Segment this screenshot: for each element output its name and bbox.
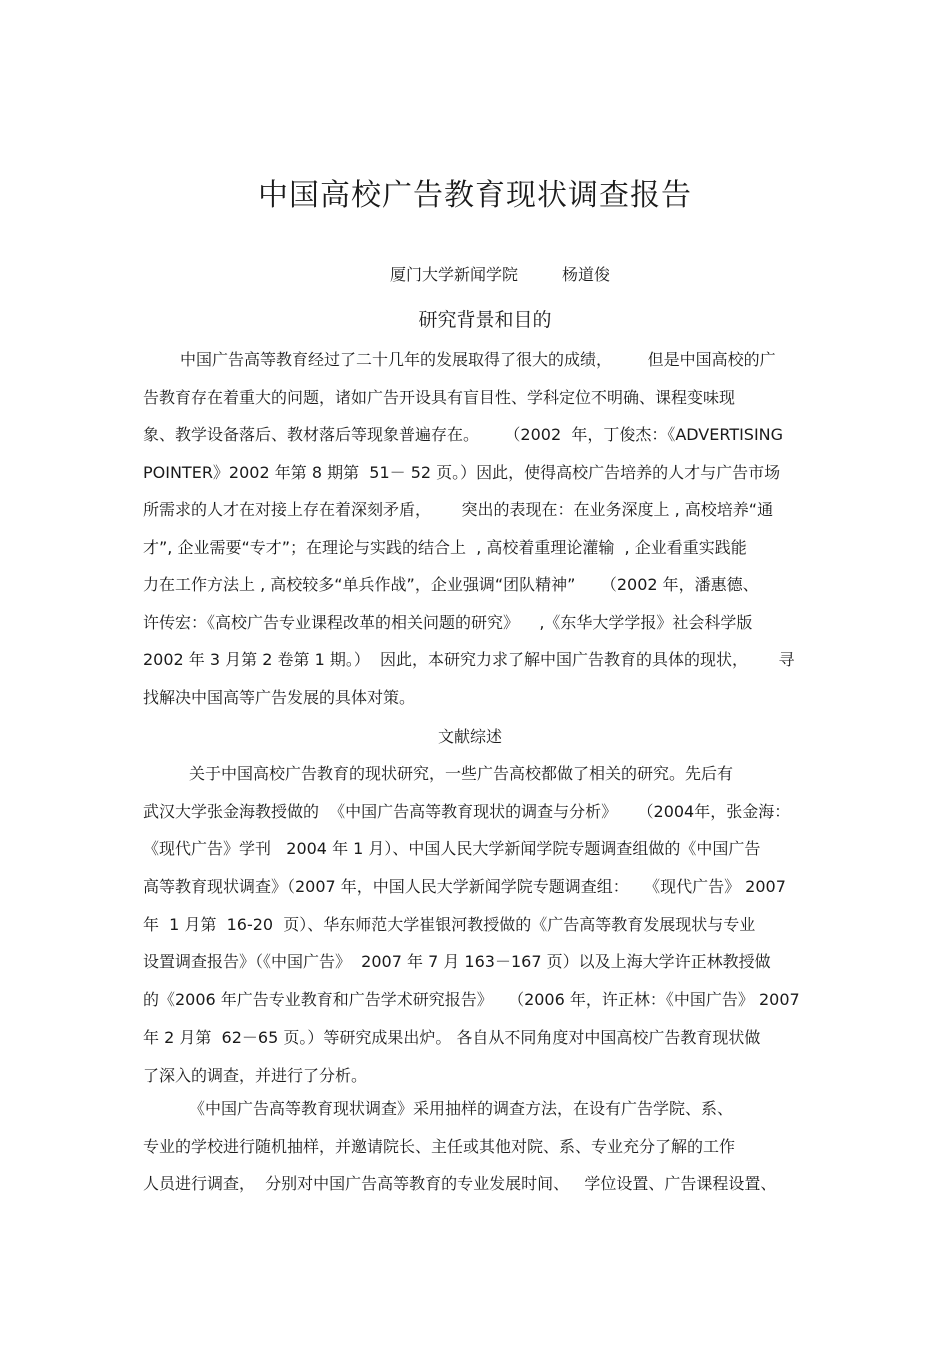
subsection-heading: 文献综述: [437, 727, 502, 746]
text-line: 年 2 月第 62－65 页。）等研究成果出炉。 各自从不同角度对中国高校广告教育现状做: [143, 1027, 761, 1047]
paragraph-background: [143, 341, 873, 716]
text-line: 设置调查报告》（《中国广告》 2007 年 7 月 163－167 页）以及上海大学许正林教授做: [143, 952, 771, 972]
text-line: 力在工作方法上 , 高校较多“单兵作战”，企业强调“团队精神” （2002 年，潘惠德、: [143, 575, 759, 594]
byline: [0, 262, 950, 285]
text-line: 告教育存在着重大的问题，诸如广告开设具有盲目性、学科定位不明确、课程变味现: [143, 387, 736, 407]
text-line: 中国广告高等教育经过了二十几年的发展取得了很大的成绩， 但是中国高校的广: [180, 350, 776, 369]
text-line: 《中国广告高等教育现状调查》采用抽样的调查方法，在设有广告学院、系、: [189, 1099, 734, 1118]
text-line: POINTER》2002 年第 8 期第 51－ 52 页。）因此，使得高校广告培养的人才与广告市场: [143, 462, 781, 482]
author-affiliation: 厦门大学新闻学院: [389, 265, 518, 284]
text-line: 许传宏：《高校广告专业课程改革的相关问题的研究》 ,《东华大学学报》社会科学版: [143, 612, 753, 632]
text-line: 关于中国高校广告教育的现状研究，一些广告高校都做了相关的研究。先后有: [189, 764, 734, 783]
paragraph-methodology: [143, 1090, 873, 1203]
paragraph-literature: [143, 755, 873, 1095]
document-title: 中国高校广告教育现状调查报告: [258, 178, 692, 213]
text-line: 武汉大学张金海教授做的 《中国广告高等教育现状的调查与分析》 （2004年，张金海：: [143, 801, 791, 821]
text-line: 高等教育现状调查》（2007 年，中国人民大学新闻学院专题调查组： 《现代广告》 2007: [143, 877, 786, 897]
text-line: 象、教学设备落后、教材落后等现象普遍存在。 （2002 年，丁俊杰：《ADVERTISING: [143, 425, 784, 444]
section-heading: 研究背景和目的: [418, 309, 552, 331]
text-line: 2002 年 3 月第 2 卷第 1 期。） 因此，本研究力求了解中国广告教育的具体的现状， 寻: [143, 650, 795, 669]
text-line: 年 1 月第 16-20 页）、华东师范大学崔银河教授做的《广告高等教育发展现状与专业: [143, 914, 756, 934]
text-line: 才”, 企业需要“专才”；在理论与实践的结合上 , 高校着重理论灌输 , 企业看重实践能: [143, 537, 747, 557]
author-name: 杨道俊: [562, 265, 611, 284]
text-line: 找解决中国高等广告发展的具体对策。: [143, 687, 416, 707]
text-line: 《现代广告》学刊 2004 年 1 月）、中国人民大学新闻学院专题调查组做的《中国广告: [143, 839, 761, 859]
text-line: 专业的学校进行随机抽样，并邀请院长、主任或其他对院、系、专业充分了解的工作: [143, 1136, 736, 1156]
text-line: 的《2006 年广告专业教育和广告学术研究报告》 （2006 年，许正林：《中国广告》 2007: [143, 990, 800, 1010]
text-line: 人员进行调查， 分别对中国广告高等教育的专业发展时间、 学位设置、广告课程设置、: [143, 1174, 777, 1193]
text-line: 了深入的调查，并进行了分析。: [143, 1065, 368, 1085]
text-line: 所需求的人才在对接上存在着深刻矛盾， 突出的表现在：在业务深度上 , 高校培养“通: [143, 500, 774, 519]
